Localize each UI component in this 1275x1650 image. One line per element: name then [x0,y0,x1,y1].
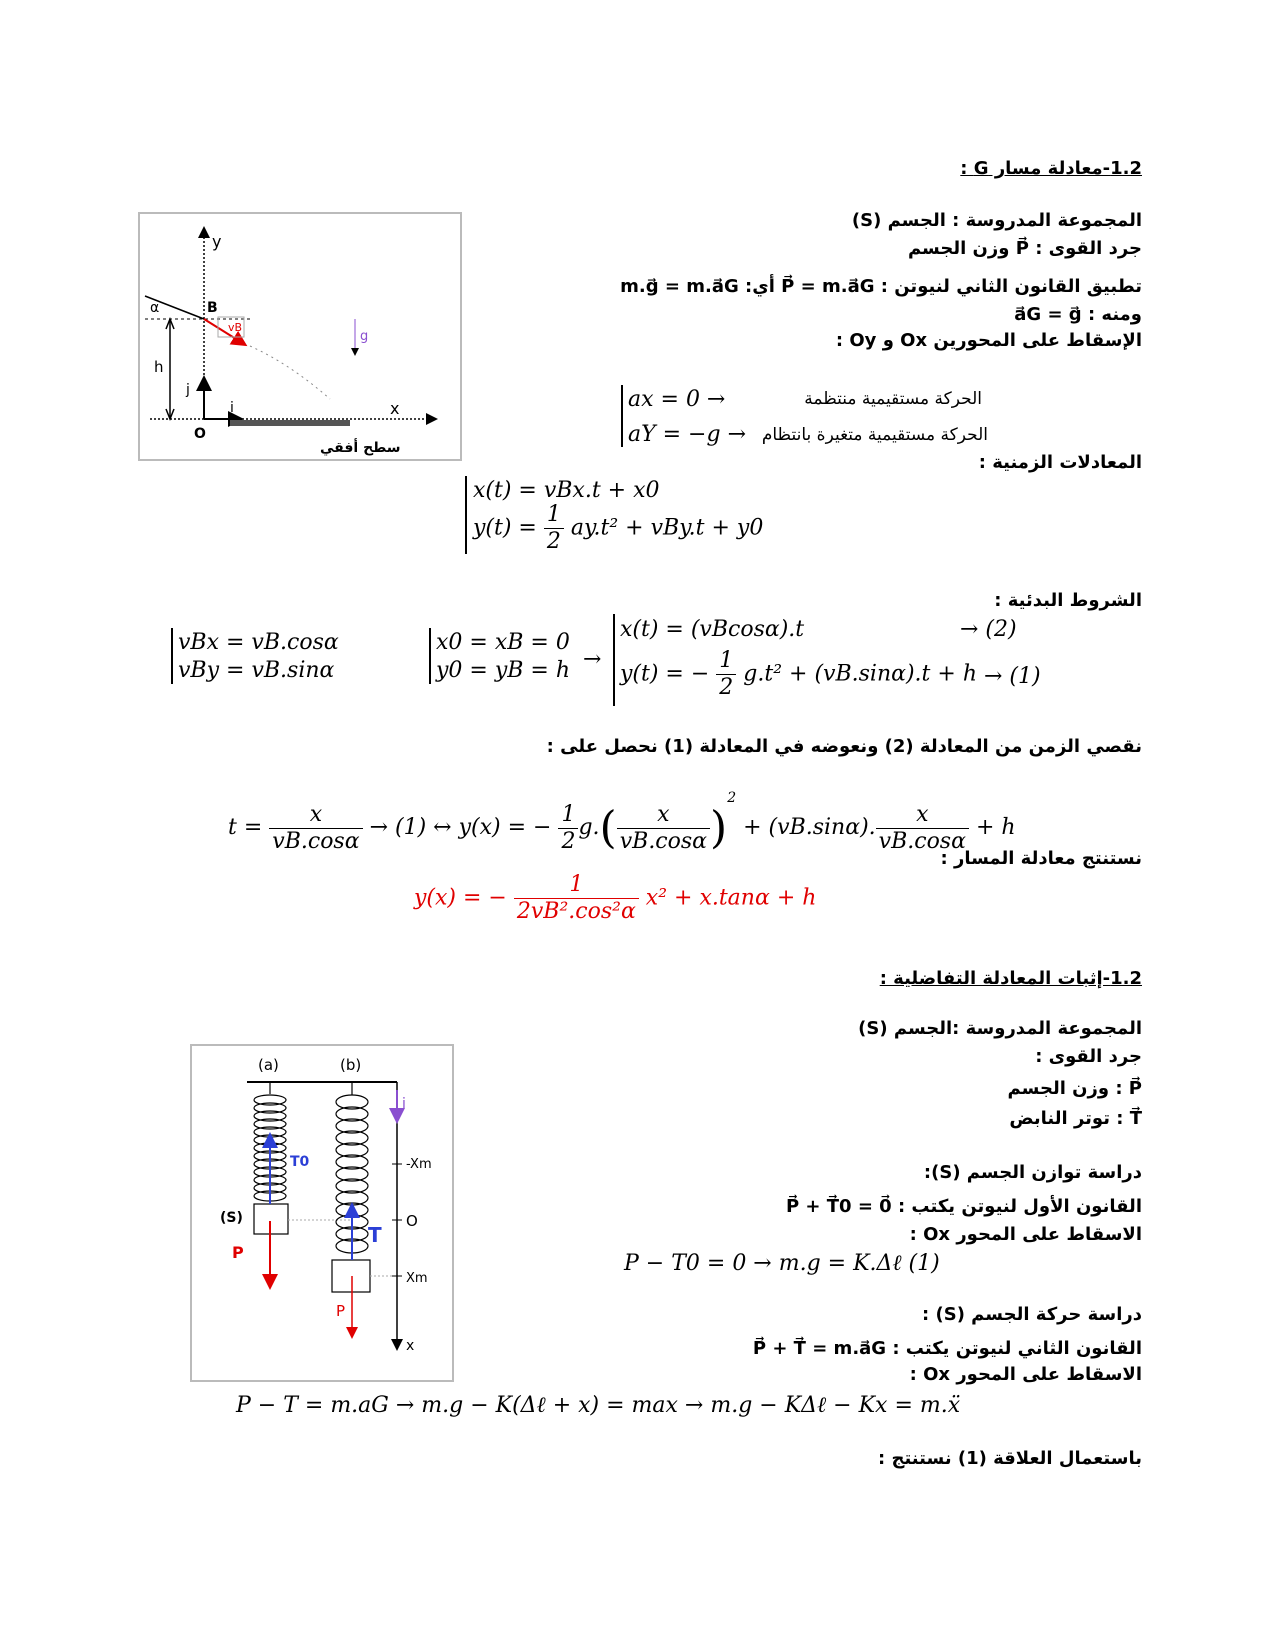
vb-label: vB [228,321,243,334]
time-equations-title: المعادلات الزمنية : [978,452,1142,473]
yt2-num: 1 [716,648,736,675]
open-paren: ( [599,802,617,854]
neg-xm-label: -Xm [406,1157,432,1172]
half-den: 2 [561,828,576,854]
yt2-fraction [716,648,736,701]
t-label: T [368,1223,382,1247]
ay-equation: aY = −g → [628,422,747,447]
implies-arrow: → [583,647,602,672]
h-label: h [154,358,164,376]
yt-num: 1 [544,502,564,529]
yt2-right: g.t² + (vB.sinα).t + h [743,661,977,687]
x0-equation: x0 = xB = 0 [436,630,570,655]
sq-fraction [617,802,710,855]
last-fraction [876,802,969,855]
o-label-spring: O [406,1212,418,1230]
velocity-brace [171,628,173,684]
half-num: 1 [558,802,578,829]
sq-den: vB.cosα [619,828,708,854]
trajectory-result [414,872,816,925]
y-axis-label: y [212,232,222,251]
newton2-line-2: القانون الثاني لنيوتن يكتب : P⃗ + T⃗ = m.a⃗G [752,1338,1142,1359]
projectile-diagram [140,214,460,459]
equilibrium-equation: P − T0 = 0 → m.g = K.Δℓ (1) [624,1251,940,1276]
x-of-t: x(t) = vBx.t + x0 [473,478,660,503]
projectile-figure [138,212,462,461]
trajectory-derivation [228,790,1016,855]
res-fraction [514,872,639,925]
section-title-differential: 1.2-إثبات المعادلة التفاضلية : [879,968,1142,989]
x-axis-label: x [390,399,400,418]
deduce-line: نستنتج معادلة المسار : [940,848,1142,869]
t0-label: T0 [290,1154,310,1170]
exponent: 2 [727,790,737,806]
vbx-equation: vBx = vB.cosα [178,630,339,655]
close-paren: ) [710,802,728,854]
p-label-b: P [336,1302,346,1320]
using-relation-line: باستعمال العلاقة (1) نستنتج : [878,1448,1142,1469]
res-left: y(x) = − [414,885,507,911]
ay-description: الحركة مستقيمية متغيرة بانتظام [761,425,988,445]
ax-description: الحركة مستقيمية منتظمة [804,389,982,409]
yt-fraction [544,502,564,555]
t-g: g. [578,815,600,840]
initial-conditions-title: الشروط البدئية : [994,590,1142,611]
res-den: 2vB².cos²α [516,899,636,924]
spring-diagram [192,1046,452,1380]
last-den: vB.cosα [878,828,966,854]
forces-line-2: جرد القوى : [1035,1046,1142,1067]
newton2-line: تطبيق القانون الثاني لنيوتن : P⃗ = m.a⃗G أي: m.g⃗ = m.a⃗G [620,276,1142,297]
alpha-label: α [150,300,160,316]
newton1-line: القانون الأول لنيوتن يكتب : P⃗ + T⃗0 = 0⃗ [785,1196,1142,1217]
motion-title: دراسة حركة الجسم (S) : [922,1304,1142,1325]
surface-hatch [230,420,350,426]
x-of-t-2-tag: → (2) [960,617,1017,642]
s-label: (S) [220,1210,243,1226]
sq-num: x [617,802,710,829]
t-den: vB.cosα [272,828,360,854]
res-right: x² + x.tanα + h [645,885,817,911]
x-of-t-2: x(t) = (vBcosα).t [620,617,805,642]
projection-line-2: الاسقاط على المحور Ox : [909,1224,1142,1245]
surface-label: سطح أفقي [320,440,401,456]
p-label-a: P [232,1243,244,1262]
yt-den: 2 [546,529,561,554]
equilibrium-title: دراسة توازن الجسم (S): [923,1162,1142,1183]
j-label: j [186,382,190,398]
yt-right: ay.t² + vBy.t + y0 [570,515,764,541]
label-a: (a) [258,1056,279,1074]
system-line-2: المجموعة المدروسة :الجسم (S) [858,1018,1142,1039]
accel-brace [621,385,623,447]
section-title-trajectory: 1.2-معادلة مسار G : [960,158,1142,179]
vby-equation: vBy = vB.sinα [178,658,335,683]
xm-label: Xm [406,1271,428,1286]
last-num: x [876,802,969,829]
hence-line: ومنه : a⃗G = g⃗ [1014,304,1142,325]
weight-line: P⃗ : وزن الجسم [1007,1078,1142,1099]
y-of-t-2 [620,648,977,701]
t-left: t = [228,815,263,840]
spring-figure [190,1044,454,1382]
g-label: g [360,329,369,344]
time-eq-brace [465,476,467,554]
label-b: (b) [340,1056,362,1074]
y-of-t [473,502,763,555]
projection-line: الإسقاط على المحورين Ox و Oy : [835,330,1142,351]
yt2-den: 2 [719,675,734,700]
system-line: المجموعة المدروسة : الجسم (S) [851,210,1142,231]
i-label: i [230,400,234,416]
res-num: 1 [514,872,639,899]
o-label: O [194,426,206,442]
tension-line: T⃗ : توتر النابض [1009,1108,1142,1129]
forces-line: جرد القوى : P⃗ وزن الجسم [907,238,1142,259]
t-fraction [269,802,362,855]
eliminate-time-line: نقصي الزمن من المعادلة (2) ونعوضه في المعادلة (1) نحصل على : [546,736,1142,757]
ax-equation: ax = 0 → [628,387,726,412]
x-label-spring: x [406,1338,415,1354]
trajectory-curve [250,346,330,399]
t-mid: → (1) ↔ y(x) = − [369,815,552,840]
yt-left: y(t) = [473,515,537,541]
t-plus: + (vB.sinα). [743,815,876,840]
position-brace [429,628,431,684]
i-label-spring: i [402,1096,406,1112]
y-of-t-2-tag: → (1) [984,664,1041,689]
b-label: B [207,300,218,316]
motion-equation: P − T = m.aG → m.g − K(Δℓ + x) = max → m.g − KΔℓ − Kx = m.ẍ [236,1393,961,1418]
half-fraction [558,802,578,855]
param-brace [613,614,615,706]
t-num: x [269,802,362,829]
y0-equation: y0 = yB = h [436,658,571,683]
yt2-left: y(t) = − [620,661,710,687]
projection-line-3: الاسقاط على المحور Ox : [909,1364,1142,1385]
t-end: + h [975,815,1016,840]
mass-b [332,1260,370,1292]
